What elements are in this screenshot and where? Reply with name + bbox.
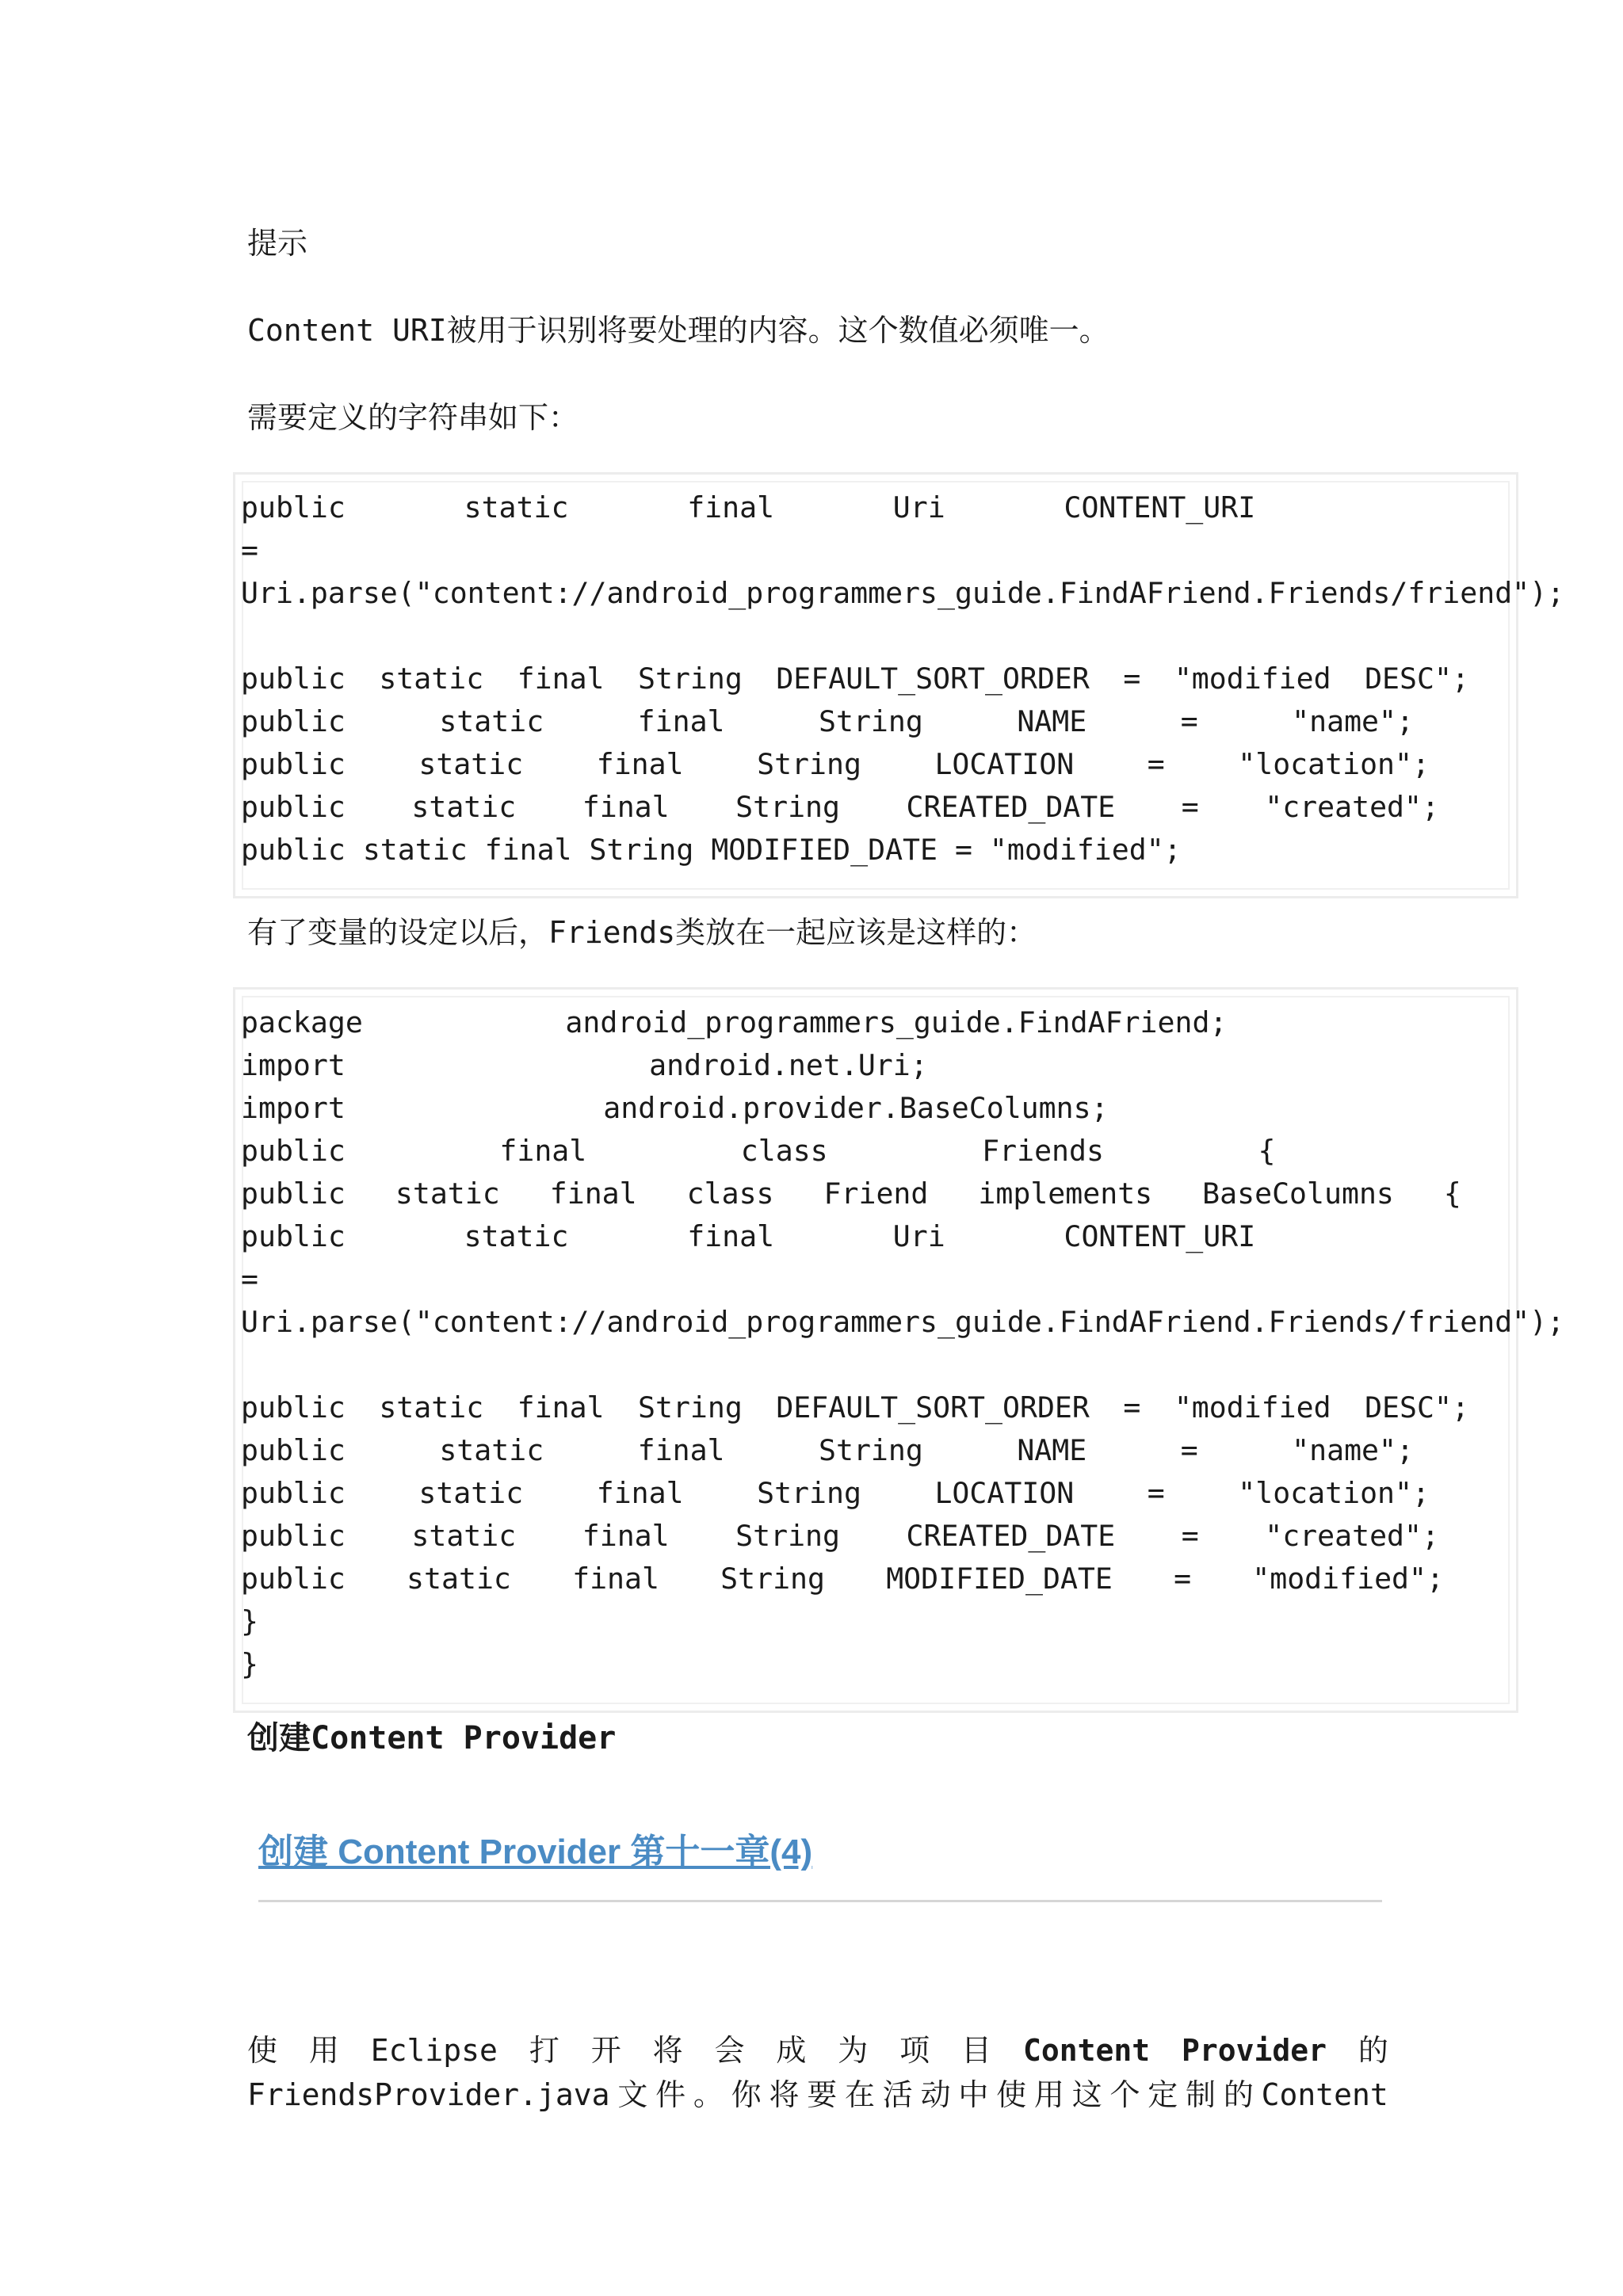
code-line: public static final String MODIFIED_DATE = "modified"; [241, 833, 1182, 867]
tip-text: Content URI被用于识别将要处理的内容。这个数值必须唯一。 [247, 313, 1109, 348]
code-line: public static final String MODIFIED_DATE = "modified"; [241, 1562, 1444, 1596]
code-line: public static final String LOCATION = "location"; [241, 1476, 1430, 1510]
code-line: } [241, 1647, 258, 1681]
code-line: public static final Uri CONTENT_URI [241, 490, 1256, 524]
code-line: import android.net.Uri; [241, 1048, 928, 1082]
code-line: } [241, 1604, 258, 1638]
code-line: public static final class Friend implements BaseColumns { [241, 1177, 1461, 1211]
code-line: public static final String DEFAULT_SORT_ORDER = "modified DESC"; [241, 1390, 1469, 1425]
code-line: public static final String CREATED_DATE = "created"; [241, 1519, 1439, 1553]
code-line-blank [241, 1344, 1501, 1386]
code-line: package android_programmers_guide.FindAFriend; [241, 1005, 1228, 1039]
code-constants [241, 486, 1565, 871]
section-heading: 创建Content Provider [247, 1720, 617, 1756]
code-friends-class [241, 1001, 1565, 1686]
code-line: Uri.parse("content://android_programmers_guide.FindAFriend.Friends/friend"); [241, 1305, 1565, 1339]
body-paragraph-line: FriendsProvider.java 文 件 。 你 将 要 在 活 动 中 使 用 这 个 定 制 的 Content [247, 2077, 1388, 2112]
chapter-title-link[interactable]: 创建 Content Provider 第十一章(4) [258, 1833, 813, 1871]
code-line: = [241, 1262, 258, 1296]
title-divider [258, 1900, 1382, 1902]
code-line: public static final String DEFAULT_SORT_ORDER = "modified DESC"; [241, 662, 1469, 696]
code-line: = [241, 533, 258, 567]
tip-label: 提示 [247, 226, 308, 261]
code-line: public static final String LOCATION = "location"; [241, 747, 1430, 781]
code-line: public final class Friends { [241, 1134, 1276, 1168]
code-line-blank [241, 615, 1501, 658]
code-line: public static final String NAME = "name"; [241, 704, 1414, 738]
code-line: public static final String NAME = "name"; [241, 1433, 1414, 1467]
strings-intro: 需要定义的字符串如下： [247, 400, 579, 435]
code-line: public static final Uri CONTENT_URI [241, 1219, 1256, 1253]
code-line: import android.provider.BaseColumns; [241, 1091, 1109, 1125]
code-line: Uri.parse("content://android_programmers_guide.FindAFriend.Friends/friend"); [241, 576, 1565, 610]
body-paragraph-line: 使 用 Eclipse 打 开 将 会 成 为 项 目 Content Provider 的 [247, 2033, 1388, 2068]
friends-intro: 有了变量的设定以后，Friends类放在一起应该是这样的： [247, 915, 1037, 950]
code-line: public static final String CREATED_DATE = "created"; [241, 790, 1439, 824]
